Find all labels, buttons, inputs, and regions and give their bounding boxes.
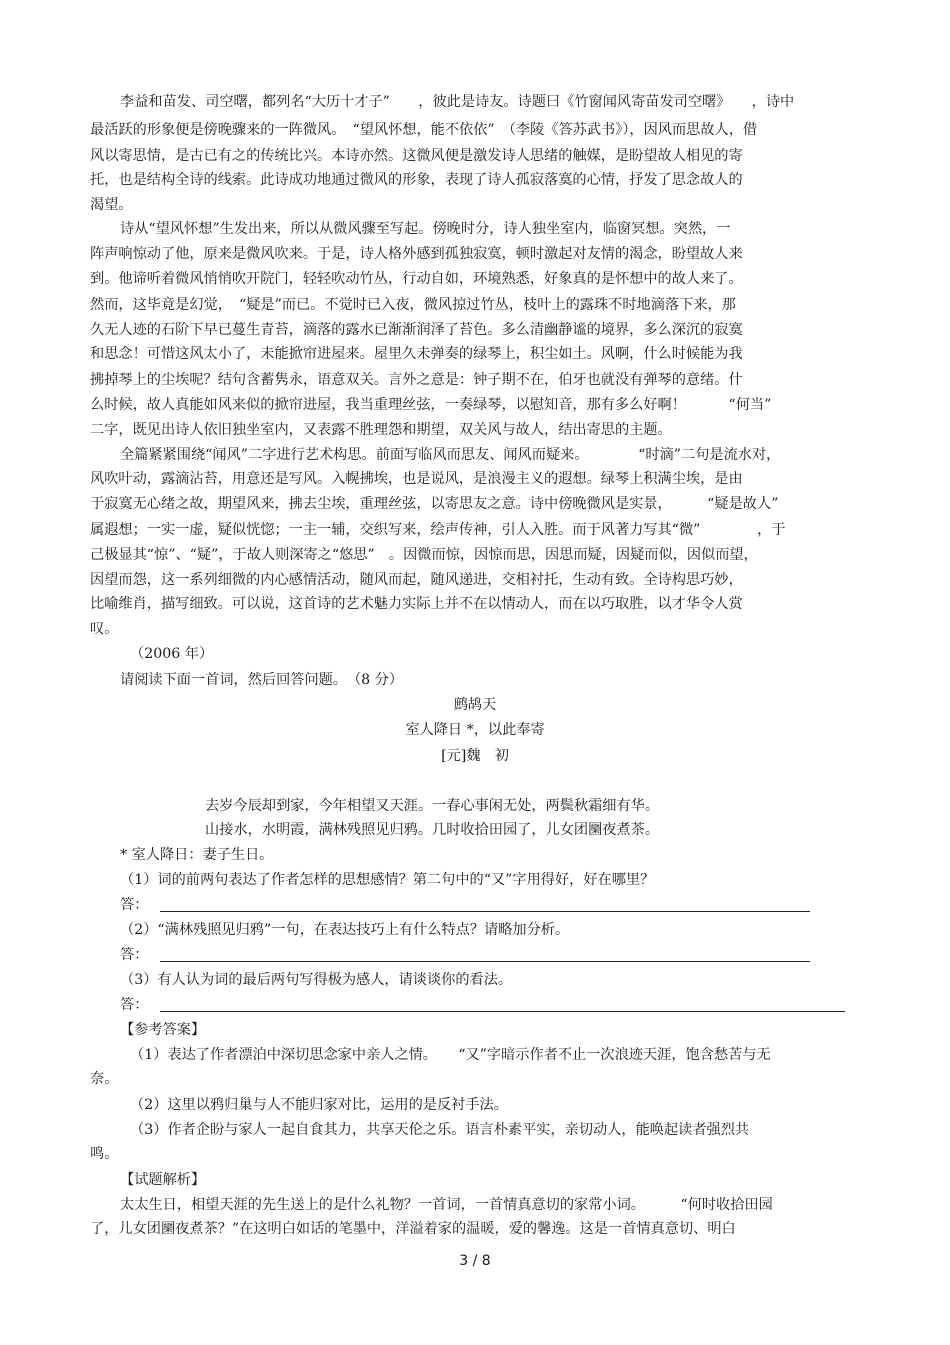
paragraph-2-line-7: 拂掉琴上的尘埃呢？结句含蓄隽永，语意双关。言外之意是：钟子期不在，伯牙也就没有弹琴的意绪。什 (90, 372, 743, 388)
reference-answer-3-line-2: 鸣。 (90, 1146, 119, 1162)
paragraph-3-line-1: 全篇紧紧围绕“闻风”二字进行艺术构思。前面写临风而思友、闻风而疑来。 “时滴”二句是流水对， (120, 447, 781, 463)
paragraph-2-line-5: 久无人迹的石阶下早已蔓生青苔，滴落的露水已渐渐润泽了苔色。多么清幽静谧的境界，多么深沉的寂寞 (90, 322, 743, 338)
paragraph-2-line-4: 然而，这毕竟是幻觉， “疑是”而已。不觉时已入夜，微风掠过竹丛，枝叶上的露珠不时地滴落下来，那 (90, 297, 736, 313)
year-label: （2006 年） (130, 646, 214, 662)
poem-title: 鹧鸪天 (453, 697, 497, 713)
reference-answer-3-line-1: （3）作者企盼与家人一起自食其力，共享天伦之乐。语言朴素平实，亲切动人，能唤起读者强烈共 (130, 1122, 750, 1138)
paragraph-3-line-6: 因望而怨，这一系列细微的内心感情活动，随风而起，随风递进，交相衬托，生动有致。全诗构思巧妙， (90, 572, 743, 588)
paragraph-1-line-5: 渴望。 (90, 197, 133, 213)
reference-answer-2: （2）这里以鸦归巢与人不能归家对比，运用的是反衬手法。 (130, 1097, 508, 1113)
paragraph-1-line-2: 最活跃的形象便是傍晚骤来的一阵微风。 “望风怀想，能不依依” （李陵《答苏武书》），因风而思故人，借 (90, 122, 758, 138)
answer-label-2: 答： (120, 947, 149, 963)
poem-subtitle: 室人降日 *，以此奉寄 (405, 722, 545, 738)
page-number: 3 / 8 (459, 1253, 491, 1269)
answer-line-2[interactable] (160, 961, 810, 962)
question-intro: 请阅读下面一首词，然后回答问题。 （8 分） (120, 672, 404, 688)
question-1: （1）词的前两句表达了作者怎样的思想感情？第二句中的“又”字用得好，好在哪里？ (120, 872, 655, 888)
answer-label-1: 答： (120, 897, 149, 913)
poem-line-1: 去岁今辰却到家，今年相望又天涯。一春心事闲无处，两鬓秋霜细有华。 (205, 798, 660, 814)
paragraph-2-line-1: 诗从“望风怀想”生发出来，所以从微风骤至写起。傍晚时分，诗人独坐室内，临窗冥想。突然，一 (120, 221, 731, 237)
paragraph-2-line-3: 到。他谛听着微风悄悄吹开院门，轻轻吹动竹丛，行动自如，环境熟悉，好象真的是怀想中的故人来了。 (90, 271, 743, 287)
paragraph-3-line-3: 于寂寞无心绪之故，期望风来，拂去尘埃，重理丝弦，以寄思友之意。诗中傍晚微风是实景， “疑是故人” (90, 496, 779, 512)
paragraph-3-line-5: 己极显其“惊”、“疑”，于故人则深寄之“悠思” 。因微而惊，因惊而思，因思而疑，因疑而似，因似而望， (90, 547, 758, 563)
answer-line-3[interactable] (160, 1011, 845, 1012)
question-2: （2）“满林残照见归鸦”一句，在表达技巧上有什么特点？请略加分析。 (120, 922, 570, 938)
paragraph-1-line-3: 风以寄思情，是古已有之的传统比兴。本诗亦然。这微风便是激发诗人思绪的触媒，是盼望故人相见的寄 (90, 148, 743, 164)
poem-author: [元]魏 初 (441, 748, 509, 764)
answer-label-3: 答： (120, 997, 149, 1013)
paragraph-1-line-4: 托，也是结构全诗的线索。此诗成功地通过微风的形象，表现了诗人孤寂落寞的心情，抒发了思念故人的 (90, 172, 743, 188)
answer-line-1[interactable] (160, 911, 810, 912)
reference-answer-1-line-1: （1）表达了作者漂泊中深切思念家中亲人之情。 “又”字暗示作者不止一次浪迹天涯，饱含愁苦与无 (130, 1047, 771, 1063)
poem-note: * 室人降日：妻子生日。 (120, 847, 274, 863)
paragraph-3-line-4: 属遐想；一实一虚，疑似恍惚；一主一辅，交织写来，绘声传神，引人入胜。而于风著力写其“微” ，于 (90, 522, 786, 538)
paragraph-1-line-1: 李益和苗发、司空曙，都列名“大历十才子” ，彼此是诗友。诗题曰《竹窗闻风寄苗发司空曙》 ，诗中 (120, 94, 795, 110)
paragraph-3-line-7: 比喻维肖，描写细致。可以说，这首诗的艺术魅力实际上并不在以情动人，而在以巧取胜，以才华令人赏 (90, 596, 743, 612)
analysis-line-2: 了，儿女团圞夜煮茶？”在这明白如话的笔墨中，洋溢着家的温暖，爱的馨逸。这是一首情真意切、明白 (90, 1221, 736, 1237)
reference-heading: 【参考答案】 (120, 1022, 206, 1038)
paragraph-2-line-2: 阵声响惊动了他，原来是微风吹来。于是，诗人格外感到孤独寂寞，顿时激起对友情的渴念，盼望故人来 (90, 246, 743, 262)
reference-answer-1-line-2: 奈。 (90, 1071, 119, 1087)
paragraph-3-line-2: 风吹叶动，露滴沾苔，用意还是写风。入幌拂埃，也是说风，是浪漫主义的遐想。绿琴上积满尘埃，是由 (90, 471, 743, 487)
poem-line-2: 山接水，水明霞，满林残照见归鸦。几时收拾田园了，儿女团圞夜煮茶。 (205, 822, 660, 838)
analysis-heading: 【试题解析】 (120, 1172, 206, 1188)
question-3: （3）有人认为词的最后两句写得极为感人，请谈谈你的看法。 (120, 972, 513, 988)
paragraph-2-line-9: 二字，既见出诗人依旧独坐室内，又表露不胜理怨和期望，双关风与故人，结出寄思的主题。 (90, 422, 672, 438)
paragraph-2-line-8: 么时候，故人真能如风来似的掀帘进屋，我当重理丝弦，一奏绿琴，以慰知音，那有多么好啊！ “何当” (90, 397, 772, 413)
paragraph-2-line-6: 和思念！可惜这风太小了，未能掀帘进屋来。屋里久未弹奏的绿琴上，积尘如土。风啊，什么时候能为我 (90, 346, 743, 362)
analysis-line-1: 太太生日，相望天涯的先生送上的是什么礼物？一首词，一首情真意切的家常小词。 “何时收拾田园 (120, 1197, 773, 1213)
paragraph-3-line-8: 叹。 (90, 621, 119, 637)
